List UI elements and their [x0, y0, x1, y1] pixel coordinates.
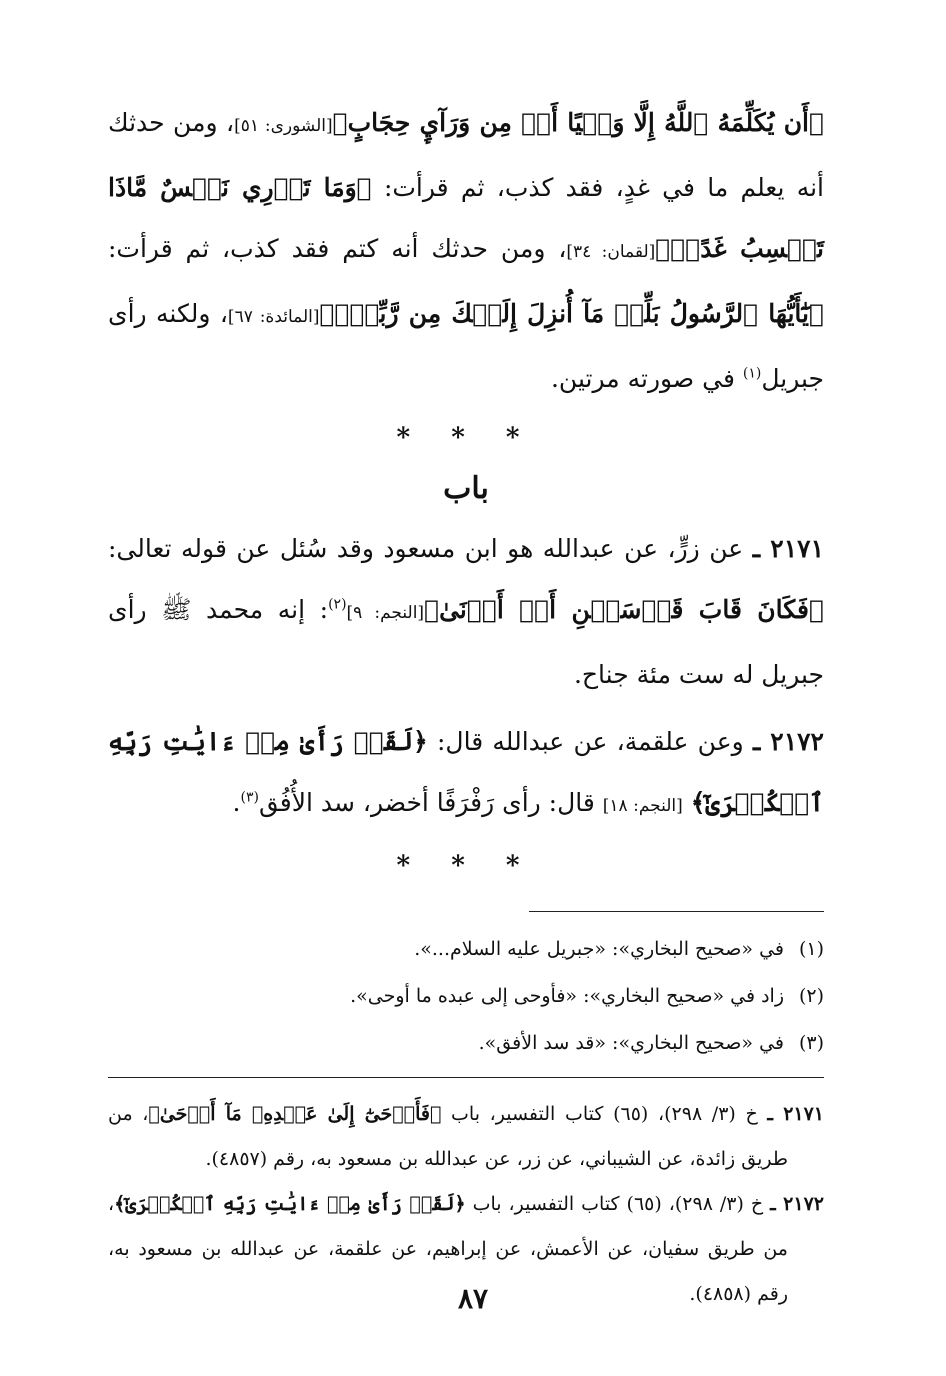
footnote-marker: (١) [742, 365, 762, 382]
verse-reference: [النجم: ١٨] [602, 796, 683, 816]
verse-reference: [الشورى: ٥١] [234, 116, 333, 136]
quran-verse: ﴿وَمَا تَدۡرِي نَفۡسٌ مَّاذَا تَكۡسِبُ غَدًاۖ﴾ [108, 173, 824, 263]
source-text: خ (٣/ ٢٩٨)، (٦٥) كتاب التفسير، باب [465, 1193, 771, 1215]
intro-paragraph [108, 92, 824, 409]
source-number: ٢١٧١ ـ [767, 1103, 825, 1125]
verse-reference: [لقمان: ٣٤] [566, 242, 656, 262]
text-run: قال: رأى رَفْرَفًا أخضر، سد الأُفُق [258, 788, 603, 817]
quran-verse: ﴿يَٰٓأَيُّهَا ٱلرَّسُولُ بَلِّغۡ مَآ أُنزِلَ إِلَيۡكَ مِن رَّبِّكَۖ﴾ [319, 299, 824, 328]
quran-verse: ﴿فَأَوۡحَىٰٓ إِلَىٰ عَبۡدِهِۦ مَآ أَوۡحَىٰ﴾ [148, 1103, 442, 1125]
footnote-marker: (٣) [240, 789, 259, 806]
footnote-text: زاد في «صحيح البخاري»: «فأوحى إلى عبده ما أوحى». [350, 985, 784, 1007]
footnote-number: (١) [798, 938, 824, 960]
source-number: ٢١٧٢ ـ [770, 1193, 824, 1215]
hadith-2172 [108, 711, 824, 837]
source-text: ، من طريق سفيان، عن الأعمش، عن إبراهيم، عن علقمة، عن عبدالله بن مسعود به، رقم (٤٨٥٨). [108, 1193, 788, 1305]
text-run: ، ومن حدثك أنه يعلم ما في غدٍ، فقد كذب، ثم قرأت: [108, 108, 824, 202]
source-text: ، من طريق زائدة، عن الشيباني، عن زر، عن عبدالله بن مسعود به، رقم (٤٨٥٧). [108, 1103, 788, 1170]
footnote-marker: (٢) [328, 596, 347, 613]
footnote-item [108, 973, 824, 1020]
verse-reference: [المائدة: ٦٧] [227, 307, 320, 327]
quran-verse: ﴿أَن يُكَلِّمَهُ ٱللَّهُ إِلَّا وَحۡيًا أَوۡ مِن وَرَآيِٕ حِجَابٍ﴾ [332, 108, 825, 137]
quran-verse: ﴿لَقَدۡ رَأَىٰ مِنۡ ءَايَٰتِ رَبِّهِ ٱلۡكُبۡرَىٰٓ﴾ [108, 727, 824, 817]
text-run: ، ومن حدثك أنه كتم فقد كذب، ثم قرأت: [108, 234, 567, 263]
section-separator: * * * [396, 423, 536, 453]
text-run: : إنه محمد ﷺ رأى جبريل له ست مئة جناح. [108, 595, 824, 689]
hadith-number: ٢١٧١ ـ [752, 534, 824, 563]
quran-verse: ﴿لَقَدۡ رَأَىٰ مِنۡ ءَايَٰتِ رَبِّهِ ٱلۡكُبۡرَىٰٓ﴾ [114, 1193, 466, 1215]
text-run: ، ولكنه رأى جبريل [108, 299, 824, 393]
footnote-divider [529, 911, 824, 912]
footnote-text: في «صحيح البخاري»: «قد سد الأفق». [478, 1032, 784, 1054]
sources-divider [108, 1077, 824, 1078]
text-run: عن زرٍّ، عن عبدالله هو ابن مسعود وقد سُئل عن قوله تعالى: [108, 534, 753, 563]
quran-verse: ﴿فَكَانَ قَابَ قَوۡسَيۡنِ أَوۡ أَدۡنَىٰ﴾ [424, 595, 824, 624]
verse-reference: [النجم: ٩] [346, 603, 425, 623]
chapter-heading: باب [443, 471, 489, 506]
text-run: . [232, 788, 241, 817]
section-separator: * * * [396, 851, 536, 881]
footnote-number: (٢) [798, 985, 824, 1007]
footnotes-list [108, 926, 824, 1067]
hadith-number: ٢١٧٢ ـ [752, 727, 824, 756]
text-run: وعن علقمة، عن عبدالله قال: [427, 727, 753, 756]
main-text [108, 92, 824, 881]
text-run: في صورته مرتين. [550, 364, 743, 393]
source-2171 [108, 1092, 824, 1182]
footnote-text: في «صحيح البخاري»: «جبريل عليه السلام...». [414, 938, 784, 960]
source-text: خ (٣/ ٢٩٨)، (٦٥) كتاب التفسير، باب [441, 1103, 768, 1125]
page-number: ٨٧ [457, 1282, 489, 1315]
footnote-number: (٣) [798, 1032, 824, 1054]
footnote-item [108, 926, 824, 973]
page [108, 92, 824, 1376]
hadith-2171 [108, 518, 824, 705]
footnote-item [108, 1020, 824, 1067]
